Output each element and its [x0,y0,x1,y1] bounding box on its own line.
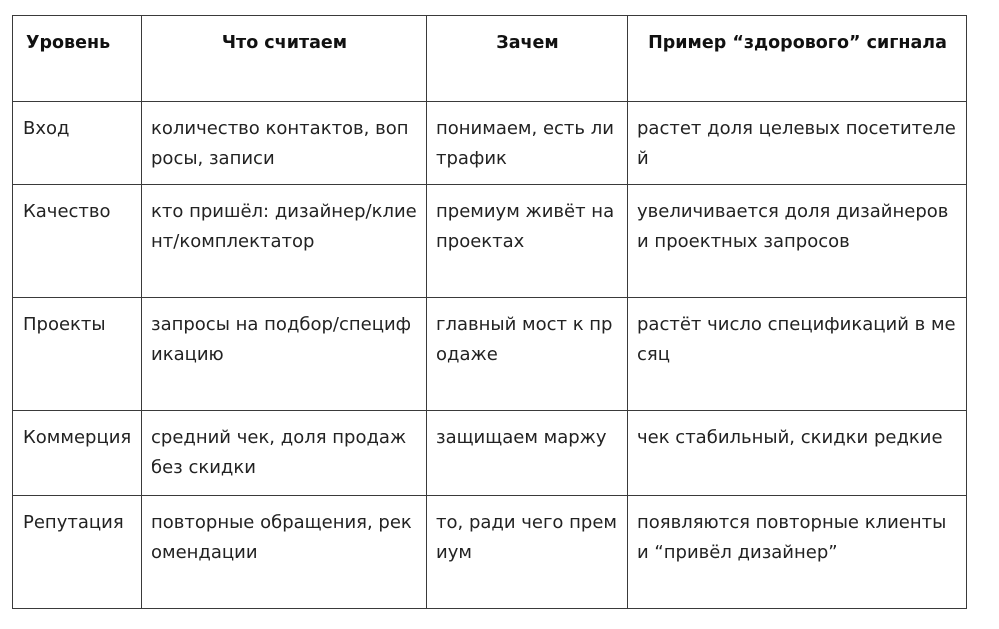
cell-healthy-signal: появляются повторные клиенты и “привёл дизайнер” [628,496,967,609]
cell-what-we-count: запросы на подбор/спецификацию [142,298,427,411]
cell-level: Качество [13,185,142,298]
header-why: Зачем [427,16,628,102]
metrics-table [12,15,967,609]
header-what-we-count: Что считаем [142,16,427,102]
table-row [13,496,967,609]
cell-healthy-signal: растёт число спецификаций в месяц [628,298,967,411]
cell-level: Вход [13,102,142,185]
cell-level: Проекты [13,298,142,411]
cell-healthy-signal: увеличивается доля дизайнеров и проектных запросов [628,185,967,298]
cell-what-we-count: средний чек, доля продаж без скидки [142,411,427,496]
table-body [13,102,967,609]
cell-why: главный мост к продаже [427,298,628,411]
cell-what-we-count: повторные обращения, рекомендации [142,496,427,609]
cell-healthy-signal: растет доля целевых посетителей [628,102,967,185]
table-row [13,102,967,185]
cell-why: защищаем маржу [427,411,628,496]
cell-why: премиум живёт на проектах [427,185,628,298]
cell-why: то, ради чего премиум [427,496,628,609]
table-row [13,185,967,298]
header-level: Уровень [13,16,142,102]
cell-what-we-count: количество контактов, вопросы, записи [142,102,427,185]
header-healthy-signal-example: Пример “здорового” сигнала [628,16,967,102]
table-header [13,16,967,102]
table-row [13,298,967,411]
cell-healthy-signal: чек стабильный, скидки редкие [628,411,967,496]
cell-level: Репутация [13,496,142,609]
cell-what-we-count: кто пришёл: дизайнер/клиент/комплектатор [142,185,427,298]
table-row [13,411,967,496]
cell-level: Коммерция [13,411,142,496]
header-row [13,16,967,102]
cell-why: понимаем, есть ли трафик [427,102,628,185]
